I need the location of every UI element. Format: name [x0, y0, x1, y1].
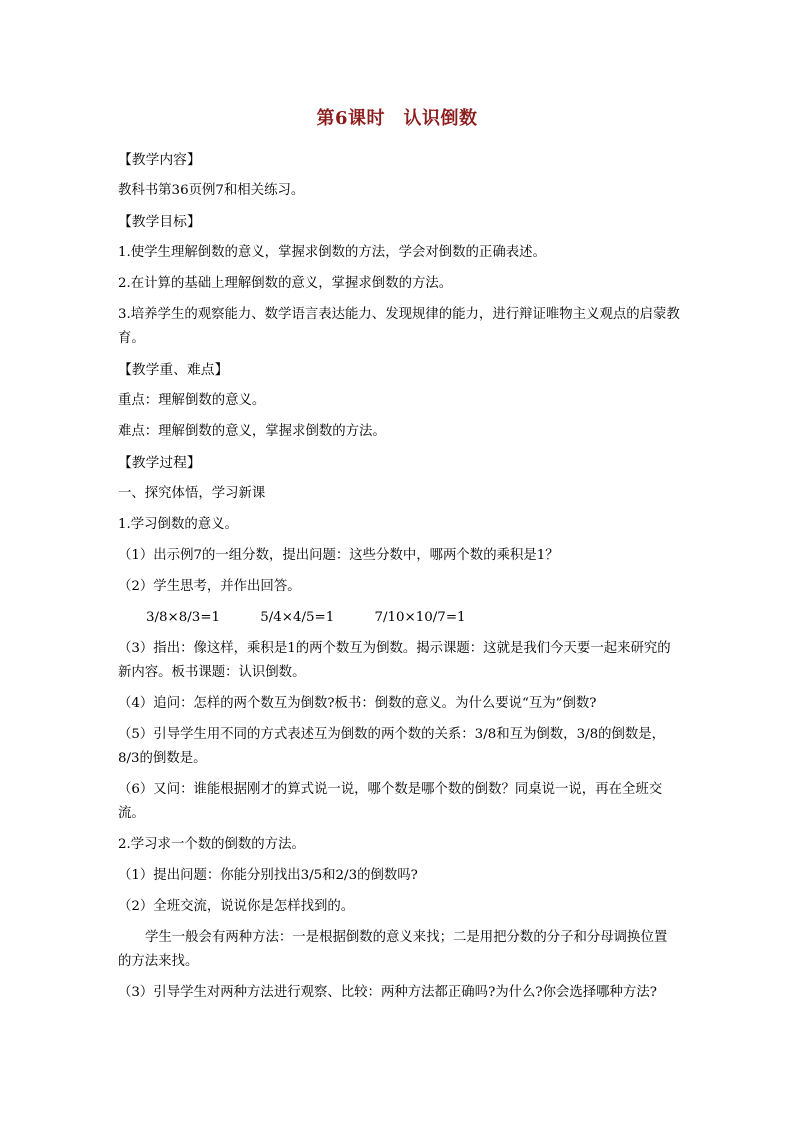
process-step-1-item-6: （6）又问：谁能根据刚才的算式说一说，哪个数是哪个数的倒数？同桌说一说，再在全班交流。	[118, 782, 663, 821]
section-heading-goals: 【教学目标】	[118, 214, 201, 230]
process-step-1-item-2: （2）学生思考，并作出回答。	[118, 579, 301, 594]
process-step-1-item-1: （1）出示例7的一组分数，提出问题：这些分数中，哪两个数的乘积是1？	[118, 548, 559, 563]
goal-item-1: 1.使学生理解倒数的意义，掌握求倒数的方法，学会对倒数的正确表述。	[118, 245, 546, 260]
process-step-2-heading: 2.学习求一个数的倒数的方法。	[118, 837, 305, 852]
process-step-2-item-3: （3）引导学生对两种方法进行观察、比较：两种方法都正确吗?为什么?你会选择哪种方法?	[118, 985, 657, 1000]
section-heading-key-points: 【教学重、难点】	[118, 362, 229, 378]
process-step-1-item-5: （5）引导学生用不同的方式表述互为倒数的两个数的关系：3/8和互为倒数，3/8的倒数是，8/3的倒数是。	[118, 727, 666, 766]
process-step-2-item-1: （1）提出问题：你能分别找出3/5和2/3的倒数吗?	[118, 868, 418, 883]
goal-item-3: 3.培养学生的观察能力、数学语言表达能力、发现规律的能力，进行辩证唯物主义观点的启蒙教育。	[118, 307, 680, 346]
process-step-1-item-3: （3）指出：像这样，乘积是1的两个数互为倒数。揭示课题：这就是我们今天要一起来研究的新内容。板书课题：认识倒数。	[118, 641, 671, 680]
process-step-2-item-2: （2）全班交流，说说你是怎样找到的。	[118, 899, 355, 914]
process-part-1-heading: 一、探究体悟，学习新课	[118, 486, 266, 501]
section-heading-content: 【教学内容】	[118, 152, 201, 168]
paragraph-content: 教科书第36页例7和相关练习。	[118, 183, 305, 198]
process-step-1-item-4: （4）追问：怎样的两个数互为倒数?板书：倒数的意义。为什么要说“互为”倒数?	[118, 696, 597, 711]
lesson-body	[118, 148, 680, 1012]
formula-line: 3/8×8/3=1 5/4×4/5=1 7/10×10/7=1	[146, 610, 466, 625]
process-step-2-note: 学生一般会有两种方法：一是根据倒数的意义来找；二是用把分数的分子和分母调换位置的方法来找。	[118, 930, 668, 969]
key-point: 重点：理解倒数的意义。	[118, 393, 266, 408]
process-step-1-heading: 1.学习倒数的意义。	[118, 517, 238, 532]
lesson-title: 第6课时 认识倒数	[316, 108, 478, 129]
goal-item-2: 2.在计算的基础上理解倒数的意义，掌握求倒数的方法。	[118, 276, 453, 291]
difficult-point: 难点：理解倒数的意义，掌握求倒数的方法。	[118, 424, 386, 439]
section-heading-process: 【教学过程】	[118, 455, 201, 471]
